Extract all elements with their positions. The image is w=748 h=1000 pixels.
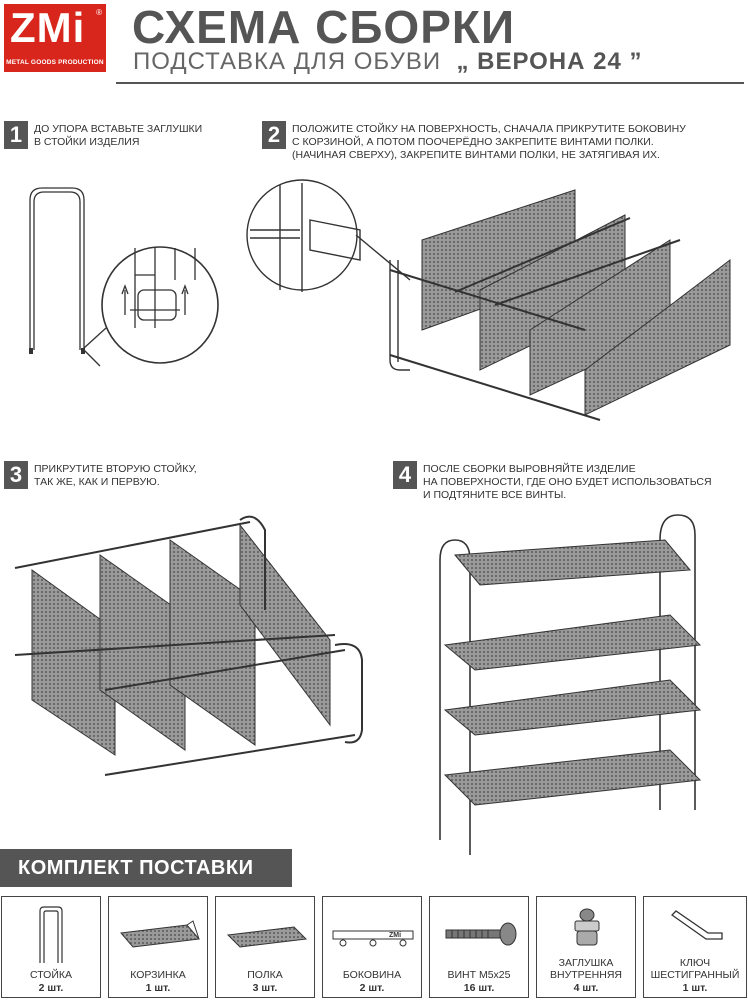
hex-key-icon [666,911,726,947]
kit-title: КОМПЛЕКТ ПОСТАВКИ [0,849,292,887]
step-2-text: ПОЛОЖИТЕ СТОЙКУ НА ПОВЕРХНОСТЬ, СНАЧАЛА ПРИКРУТИТЕ БОКОВИНУ С КОРЗИНОЙ, А ПОТОМ ПООЧЕРЁДНО ЗАКРЕПИТЕ ВИНТАМИ ПОЛКИ. (НАЧИНАЯ СВЕРХУ), ЗАКРЕПИТЕ ВИНТАМИ ПОЛКИ, НЕ ЗАТЯГИВАЯ ИХ. [292,123,686,161]
step-3-text: ПРИКРУТИТЕ ВТОРУЮ СТОЙКУ, ТАК ЖЕ, КАК И ПЕРВУЮ. [34,463,197,488]
kit-item-qty: 4 шт. [573,982,599,994]
logo-registered-mark: ® [96,8,102,17]
kit-item-name: ВИНТ М5х25 [447,969,511,981]
kit-item-side-panel [322,896,422,998]
step-4-text: ПОСЛЕ СБОРКИ ВЫРОВНЯЙТЕ ИЗДЕЛИЕ НА ПОВЕРХНОСТИ, ГДЕ ОНО БУДЕТ ИСПОЛЬЗОВАТЬСЯ И ПОДТЯНИТЕ ВСЕ ВИНТЫ. [423,463,712,501]
header-divider [116,82,744,84]
plug-icon [571,907,603,951]
step-2-illustration [240,180,740,440]
step-3-badge: 3 [4,461,28,489]
kit-item-name: КЛЮЧ ШЕСТИГРАННЫЙ [650,957,740,981]
side-panel-icon [329,923,417,953]
product-type: ПОДСТАВКА ДЛЯ ОБУВИ [133,48,442,75]
step-1-illustration [0,180,240,380]
basket-icon [117,921,201,951]
logo-text: ZMi [10,4,86,51]
kit-item-name: ПОЛКА [247,969,283,981]
svg-text:ZMi: ZMi [389,932,402,939]
kit-item-qty: 2 шт. [359,982,385,994]
step-2-badge: 2 [262,121,286,149]
kit-item-qty: 16 шт. [463,982,495,994]
kit-item-qty: 1 шт. [145,982,171,994]
shelf-icon [224,923,308,951]
kit-item-stand [1,896,101,998]
stand-icon [36,905,66,963]
product-name: „ ВЕРОНА 24 ” [456,48,643,75]
step-4-illustration [430,510,710,850]
brand-logo [4,4,106,72]
kit-item-name: СТОЙКА [29,969,72,981]
kit-item-qty: 1 шт. [682,982,708,994]
kit-item-name: КОРЗИНКА [130,969,186,981]
kit-item-shelf [215,896,315,998]
step-1-badge: 1 [4,121,28,149]
step-4-badge: 4 [393,461,417,489]
kit-item-hex-key [643,896,747,998]
screw-icon [442,921,518,947]
step-3-illustration [0,510,380,810]
step-1-text: ДО УПОРА ВСТАВЬТЕ ЗАГЛУШКИ В СТОЙКИ ИЗДЕЛИЯ [34,123,203,148]
kit-item-name: ЗАГЛУШКА ВНУТРЕННЯЯ [549,957,622,981]
kit-item-screw [429,896,529,998]
kit-item-qty: 3 шт. [252,982,278,994]
page-subtitle [133,48,643,76]
kit-item-name: БОКОВИНА [342,969,402,981]
page-title: СХЕМА СБОРКИ [132,1,516,53]
kit-item-plug [536,896,636,998]
logo-tagline: METAL GOODS PRODUCTION [6,59,104,66]
kit-item-qty: 2 шт. [38,982,64,994]
kit-item-basket [108,896,208,998]
